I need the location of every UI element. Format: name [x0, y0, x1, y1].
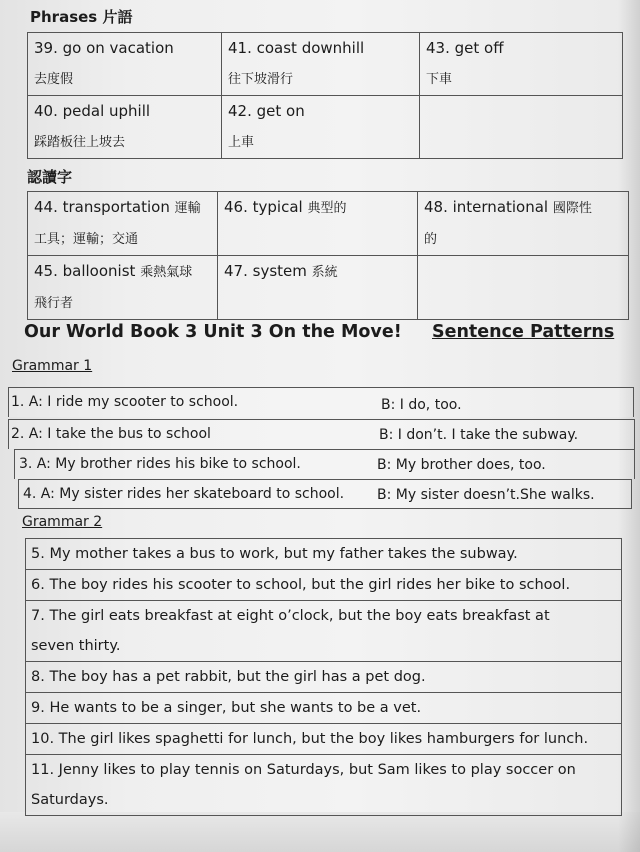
grammar1-row [8, 419, 635, 449]
words-heading: 認讀字 [27, 168, 73, 186]
grammar1-b: B: I don’t. I take the subway. [379, 427, 579, 443]
word-en: 48. international [424, 198, 549, 216]
grammar2-box [25, 538, 622, 816]
word-en: 46. typical [224, 198, 303, 216]
grammar1-b: B: My brother does, too. [377, 457, 546, 473]
word-line [34, 192, 211, 224]
phrase-en: 42. get on [228, 102, 305, 120]
phrase-zh: 踩踏板往上坡去 [34, 135, 126, 150]
grammar2-sentence: 10. The girl likes spaghetti for lunch, but the boy likes hamburgers for lunch. [26, 724, 621, 755]
phrase-zh: 往下坡滑行 [228, 72, 294, 87]
grammar2-sentence: 6. The boy rides his scooter to school, but the girl rides her bike to school. [26, 570, 621, 601]
grammar2-line: Saturdays. [31, 792, 109, 808]
grammar1-a: 2. A: I take the bus to school [11, 426, 211, 442]
words-table [27, 191, 629, 320]
phrase-zh: 上車 [228, 135, 255, 150]
sentence-patterns-heading: Sentence Patterns [432, 322, 615, 342]
grammar2-sentence: 9. He wants to be a singer, but she wants to be a vet. [26, 693, 621, 724]
word-zh: 典型的 [307, 201, 347, 216]
phrases-table [27, 32, 623, 159]
grammar1-a: 3. A: My brother rides his bike to school. [19, 456, 301, 472]
phrase-cell [222, 33, 420, 96]
word-cell-empty [418, 256, 629, 320]
grammar2-line: 11. Jenny likes to play tennis on Saturdays, but Sam likes to play soccer on [31, 762, 576, 778]
phrase-cell [420, 33, 623, 96]
word-line [424, 192, 622, 224]
word-cell [418, 192, 629, 256]
grammar1-row [18, 479, 632, 509]
grammar2-sentence [26, 601, 621, 662]
phrase-en: 43. get off [426, 39, 504, 57]
grammar1-b: B: My sister doesn’t.She walks. [377, 487, 595, 503]
word-line [224, 192, 411, 224]
phrase-cell [28, 33, 222, 96]
phrase-zh: 下車 [426, 72, 453, 87]
grammar1-row [14, 449, 635, 479]
phrase-cell [222, 96, 420, 159]
grammar1-row [8, 387, 634, 417]
grammar2-sentence: 8. The boy has a pet rabbit, but the girl has a pet dog. [26, 662, 621, 693]
word-line [34, 256, 211, 288]
unit-title: Our World Book 3 Unit 3 On the Move! [24, 322, 402, 342]
grammar2-label: Grammar 2 [22, 514, 103, 530]
phrase-en: 40. pedal uphill [34, 102, 151, 120]
word-zh-continued: 工具；運輸；交通 [34, 232, 139, 247]
grammar2-sentence [26, 755, 621, 815]
page-bottom-edge [0, 812, 640, 852]
grammar1-b: B: I do, too. [381, 397, 462, 413]
word-en: 44. transportation [34, 198, 170, 216]
phrase-en: 39. go on vacation [34, 39, 174, 57]
phrase-cell [28, 96, 222, 159]
grammar2-sentence: 5. My mother takes a bus to work, but my father takes the subway. [26, 539, 621, 570]
word-line [224, 256, 411, 288]
grammar1-a: 1. A: I ride my scooter to school. [11, 394, 239, 410]
word-en: 45. balloonist [34, 262, 136, 280]
phrase-zh: 去度假 [34, 72, 74, 87]
word-zh-continued: 的 [424, 232, 438, 247]
grammar2-line: seven thirty. [31, 638, 121, 654]
word-cell [218, 256, 418, 320]
phrases-heading: Phrases 片語 [30, 8, 133, 26]
word-cell [218, 192, 418, 256]
word-zh: 運輸 [174, 201, 201, 216]
phrase-cell-empty [420, 96, 623, 159]
word-zh: 國際性 [552, 201, 592, 216]
word-cell [28, 192, 218, 256]
grammar1-label: Grammar 1 [12, 358, 93, 374]
word-cell [28, 256, 218, 320]
grammar2-line: 7. The girl eats breakfast at eight o’clock, but the boy eats breakfast at [31, 608, 550, 624]
word-zh: 系統 [311, 265, 338, 280]
word-en: 47. system [224, 262, 307, 280]
grammar1-a: 4. A: My sister rides her skateboard to school. [23, 486, 345, 502]
word-zh: 乘熱氣球 [140, 265, 193, 280]
phrase-en: 41. coast downhill [228, 39, 365, 57]
word-zh-continued: 飛行者 [34, 296, 74, 311]
